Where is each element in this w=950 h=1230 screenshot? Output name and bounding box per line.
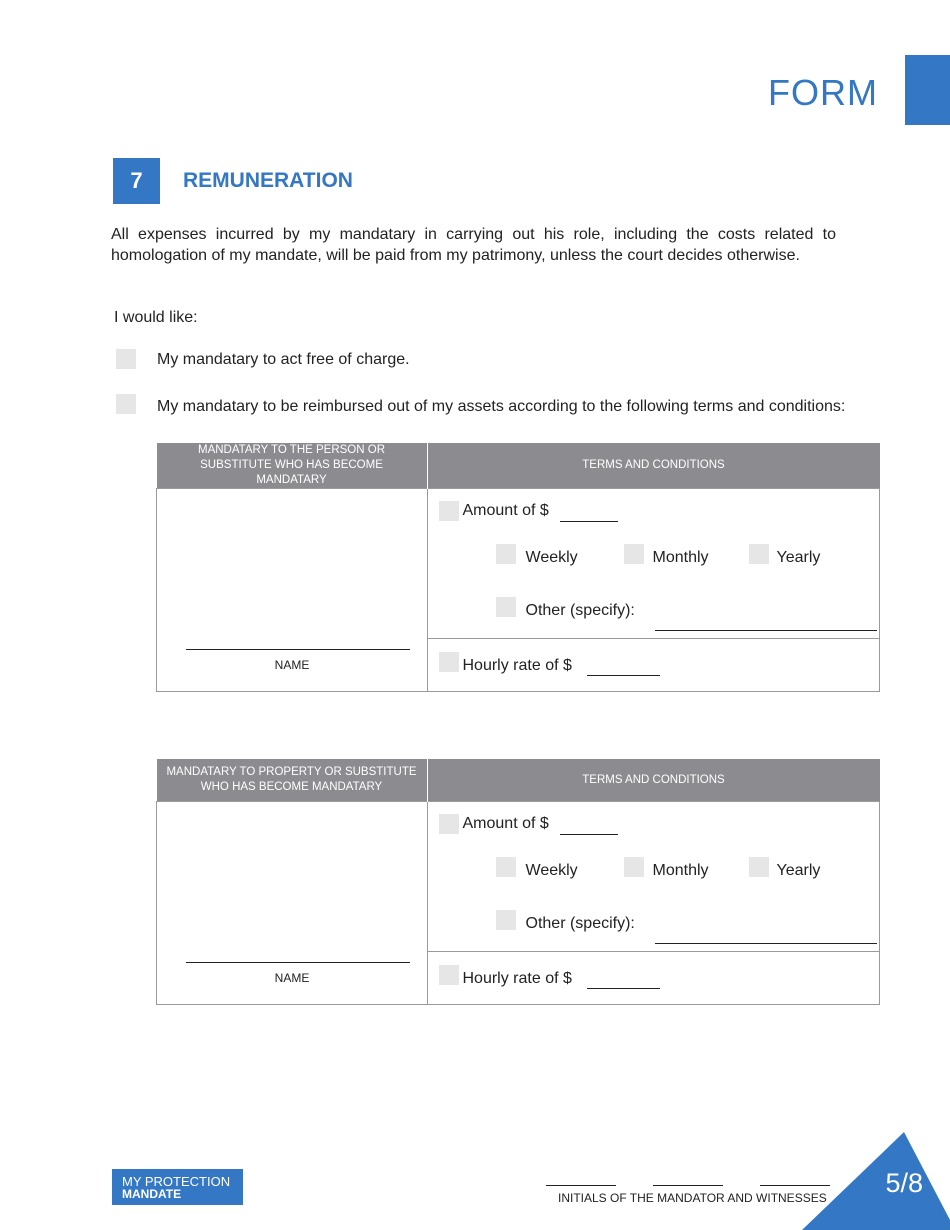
other-label: Other (specify): bbox=[525, 915, 635, 932]
page-corner-triangle bbox=[802, 1132, 950, 1230]
header-accent-tab bbox=[905, 55, 950, 125]
monthly-label: Monthly bbox=[652, 862, 709, 879]
table-header-mandatary: MANDATARY TO THE PERSON OR SUBSTITUTE WHO HAS BECOME MANDATARY bbox=[157, 443, 428, 489]
name-label: NAME bbox=[274, 658, 310, 672]
name-cell bbox=[157, 489, 428, 692]
terms-table-person bbox=[156, 443, 880, 692]
intro-paragraph: All expenses incurred by my mandatary in carrying out his role, including the costs related to homologation of my mandate, will be paid from my patrimony, unless the court decides otherwise. bbox=[111, 226, 836, 264]
hourly-input-line[interactable] bbox=[587, 988, 660, 989]
reimbursed-label: My mandatary to be reimbursed out of my assets according to the following terms and conditions: bbox=[157, 398, 846, 415]
hourly-input-line[interactable] bbox=[587, 675, 660, 676]
logo-line-2: MANDATE bbox=[122, 1187, 182, 1201]
terms-cell bbox=[427, 802, 880, 1005]
yearly-checkbox[interactable] bbox=[749, 857, 769, 877]
monthly-checkbox[interactable] bbox=[624, 857, 644, 877]
name-signature-line[interactable] bbox=[186, 649, 410, 650]
amount-checkbox[interactable] bbox=[439, 814, 459, 834]
amount-label: Amount of $ bbox=[462, 815, 549, 832]
terms-table-property bbox=[156, 759, 880, 1005]
amount-label: Amount of $ bbox=[462, 502, 549, 519]
yearly-checkbox[interactable] bbox=[749, 544, 769, 564]
free-of-charge-label: My mandatary to act free of charge. bbox=[157, 351, 410, 368]
yearly-label: Yearly bbox=[776, 862, 821, 879]
hourly-checkbox[interactable] bbox=[439, 652, 459, 672]
free-of-charge-checkbox[interactable] bbox=[116, 349, 136, 369]
weekly-checkbox[interactable] bbox=[496, 544, 516, 564]
name-cell bbox=[157, 802, 428, 1005]
other-checkbox[interactable] bbox=[496, 597, 516, 617]
reimbursed-checkbox[interactable] bbox=[116, 394, 136, 414]
monthly-checkbox[interactable] bbox=[624, 544, 644, 564]
yearly-label: Yearly bbox=[776, 549, 821, 566]
page-title: FORM bbox=[768, 72, 878, 113]
other-input-line[interactable] bbox=[655, 943, 877, 944]
name-signature-line[interactable] bbox=[186, 962, 410, 963]
weekly-label: Weekly bbox=[525, 862, 578, 879]
initials-line-mandator[interactable] bbox=[546, 1185, 616, 1186]
table-header-terms: TERMS AND CONDITIONS bbox=[427, 759, 880, 802]
initials-label: INITIALS OF THE MANDATOR AND WITNESSES bbox=[558, 1191, 827, 1205]
other-label: Other (specify): bbox=[525, 602, 635, 619]
name-label: NAME bbox=[274, 971, 310, 985]
initials-line-witness-1[interactable] bbox=[653, 1185, 723, 1186]
table-header-mandatary: MANDATARY TO PROPERTY OR SUBSTITUTE WHO HAS BECOME MANDATARY bbox=[157, 759, 428, 802]
section-title: REMUNERATION bbox=[183, 169, 353, 192]
other-input-line[interactable] bbox=[655, 630, 877, 631]
would-like-label: I would like: bbox=[114, 309, 198, 326]
weekly-label: Weekly bbox=[525, 549, 578, 566]
monthly-label: Monthly bbox=[652, 549, 709, 566]
amount-input-line[interactable] bbox=[560, 521, 618, 522]
amount-input-line[interactable] bbox=[560, 834, 618, 835]
section-number: 7 bbox=[113, 158, 160, 204]
hourly-label: Hourly rate of $ bbox=[462, 657, 572, 674]
table-header-terms: TERMS AND CONDITIONS bbox=[427, 443, 880, 489]
page-number: 5/8 bbox=[885, 1168, 923, 1198]
other-checkbox[interactable] bbox=[496, 910, 516, 930]
weekly-checkbox[interactable] bbox=[496, 857, 516, 877]
amount-checkbox[interactable] bbox=[439, 501, 459, 521]
hourly-checkbox[interactable] bbox=[439, 965, 459, 985]
hourly-label: Hourly rate of $ bbox=[462, 970, 572, 987]
logo-line-1: MY PROTECTION bbox=[122, 1174, 231, 1189]
terms-cell bbox=[427, 489, 880, 692]
brand-logo bbox=[112, 1169, 243, 1205]
